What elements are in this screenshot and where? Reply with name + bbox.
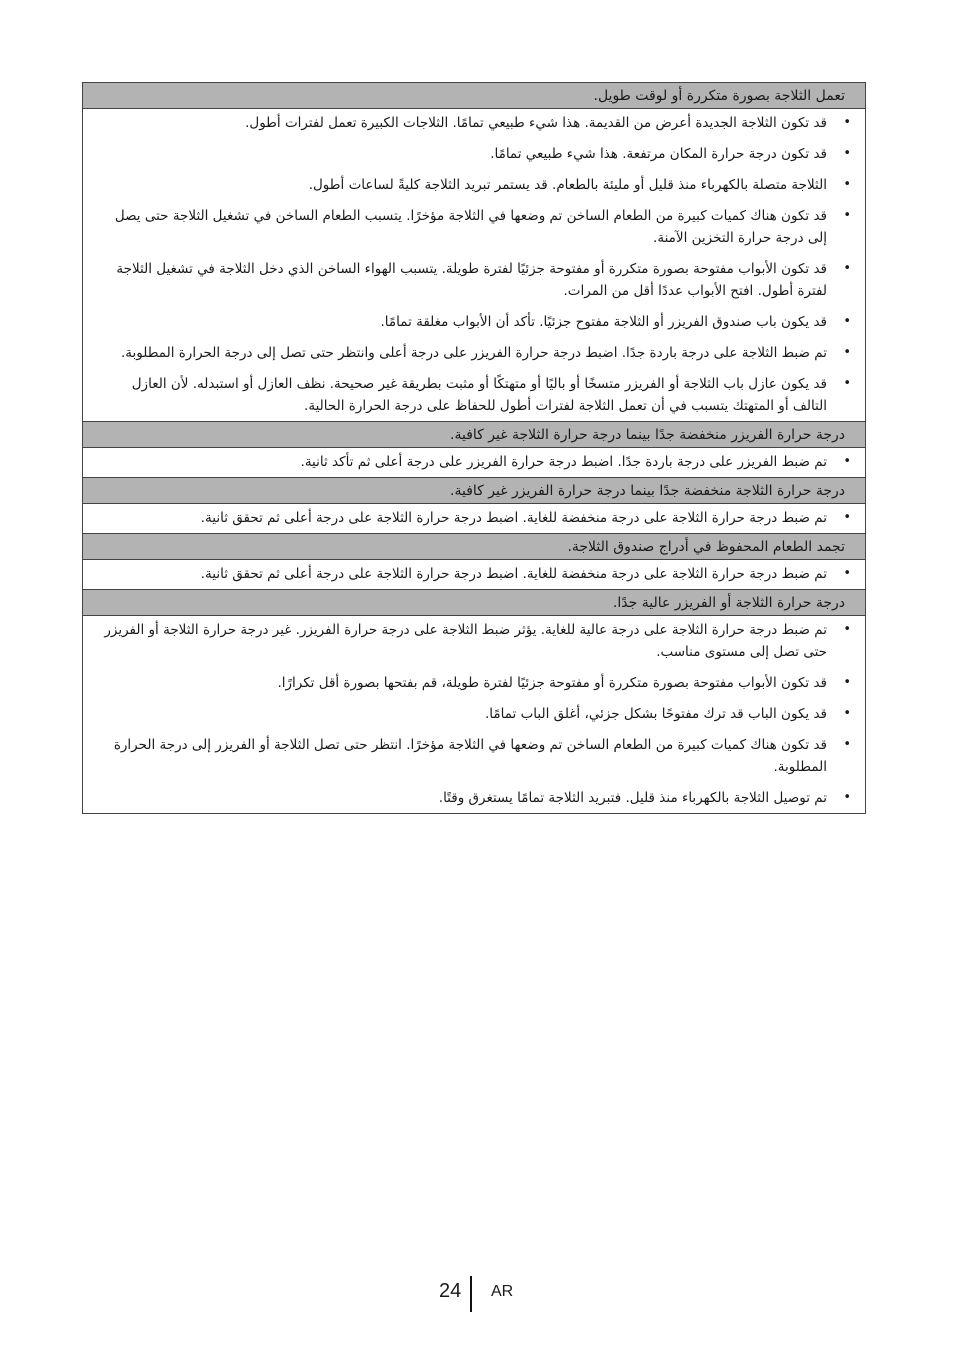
section-header: درجة حرارة الفريزر منخفضة جدًا بينما درجة حرارة الثلاجة غير كافية. [83, 422, 865, 448]
bullet-icon: • [843, 454, 851, 469]
section-items [83, 504, 865, 534]
bullet-icon: • [843, 510, 851, 525]
bullet-icon: • [843, 208, 851, 223]
list-item: • قد تكون هناك كميات كبيرة من الطعام الساخن تم وضعها في الثلاجة مؤخرًا. يتسبب الطعام الساخن في تشغيل الثلاجة حتى يصل إلى درجة حرارة التخزين الآمنة. [83, 205, 865, 249]
list-item: • قد تكون الثلاجة الجديدة أعرض من القديمة. هذا شيء طبيعي تمامًا. الثلاجات الكبيرة تعمل لفترات أطول. [83, 112, 865, 134]
footer-divider [470, 1276, 472, 1312]
section-header: تجمد الطعام المحفوظ في أدراج صندوق الثلاجة. [83, 534, 865, 560]
bullet-icon: • [843, 376, 851, 391]
list-item: • تم ضبط الثلاجة على درجة باردة جدًا. اضبط درجة حرارة الفريزر على درجة أعلى وانتظر حتى تصل إلى درجة الحرارة المطلوبة. [83, 342, 865, 364]
bullet-icon: • [843, 737, 851, 752]
section-header: تعمل الثلاجة بصورة متكررة أو لوقت طويل. [83, 83, 865, 109]
bullet-icon: • [843, 177, 851, 192]
list-item: • قد يكون باب صندوق الفريزر أو الثلاجة مفتوح جزئيًا. تأكد أن الأبواب مغلقة تمامًا. [83, 311, 865, 333]
bullet-icon: • [843, 566, 851, 581]
bullet-icon: • [843, 345, 851, 360]
bullet-icon: • [843, 115, 851, 130]
bullet-icon: • [843, 261, 851, 276]
troubleshooting-table [82, 82, 866, 814]
section-items [83, 448, 865, 478]
list-item: • تم ضبط الفريزر على درجة باردة جدًا. اضبط درجة حرارة الفريزر على درجة أعلى ثم تأكد ثانية. [83, 451, 865, 473]
list-item: • تم ضبط درجة حرارة الثلاجة على درجة منخفضة للغاية. اضبط درجة حرارة الثلاجة على درجة أعلى ثم تحقق ثانية. [83, 507, 865, 529]
page-number: 24 [439, 1280, 462, 1302]
section-items [83, 560, 865, 590]
section-header: درجة حرارة الثلاجة منخفضة جدًا بينما درجة حرارة الفريزر غير كافية. [83, 478, 865, 504]
section-items [83, 109, 865, 422]
bullet-icon: • [843, 675, 851, 690]
list-item: • قد تكون الأبواب مفتوحة بصورة متكررة أو مفتوحة جزئيًا لفترة طويلة. يتسبب الهواء الساخن الذي دخل الثلاجة في تشغيل الثلاجة لفترة أطول. افتح الأبواب عددًا أقل من المرات. [83, 258, 865, 302]
bullet-icon: • [843, 314, 851, 329]
section-header: درجة حرارة الثلاجة أو الفريزر عالية جدًا. [83, 590, 865, 616]
list-item: • قد تكون هناك كميات كبيرة من الطعام الساخن تم وضعها في الثلاجة مؤخرًا. انتظر حتى تصل الثلاجة أو الفريزر إلى درجة الحرارة المطلوبة. [83, 734, 865, 778]
language-code: AR [491, 1283, 514, 1300]
list-item: • قد يكون عازل باب الثلاجة أو الفريزر متسخًا أو باليًا أو متهتكًا أو مثبت بطريقة غير صحيحة. نظف العازل أو استبدله. لأن العازل التالف أو المتهتك يتسبب في أن تعمل الثلاجة لفترات أطول للحفاظ على درجة الحرارة الحالية. [83, 373, 865, 417]
bullet-icon: • [843, 622, 851, 637]
bullet-icon: • [843, 790, 851, 805]
section-items [83, 616, 865, 813]
list-item: • الثلاجة متصلة بالكهرباء منذ قليل أو مليئة بالطعام. قد يستمر تبريد الثلاجة كليةً لساعات أطول. [83, 174, 865, 196]
bullet-icon: • [843, 706, 851, 721]
list-item: • تم ضبط درجة حرارة الثلاجة على درجة منخفضة للغاية. اضبط درجة حرارة الثلاجة على درجة أعلى ثم تحقق ثانية. [83, 563, 865, 585]
list-item: • تم ضبط درجة حرارة الثلاجة على درجة عالية للغاية. يؤثر ضبط الثلاجة على درجة حرارة الفريزر. غير درجة حرارة الثلاجة أو الفريزر حتى تصل إلى مستوى مناسب. [83, 619, 865, 663]
list-item: • قد يكون الباب قد ترك مفتوحًا بشكل جزئي، أغلق الباب تمامًا. [83, 703, 865, 725]
list-item: • قد تكون درجة حرارة المكان مرتفعة. هذا شيء طبيعي تمامًا. [83, 143, 865, 165]
bullet-icon: • [843, 146, 851, 161]
list-item: • تم توصيل الثلاجة بالكهرباء منذ قليل. فتبريد الثلاجة تمامًا يستغرق وقتًا. [83, 787, 865, 809]
page-footer [0, 1272, 954, 1312]
list-item: • قد تكون الأبواب مفتوحة بصورة متكررة أو مفتوحة جزئيًا لفترة طويلة، قم بفتحها بصورة أقل تكرارًا. [83, 672, 865, 694]
